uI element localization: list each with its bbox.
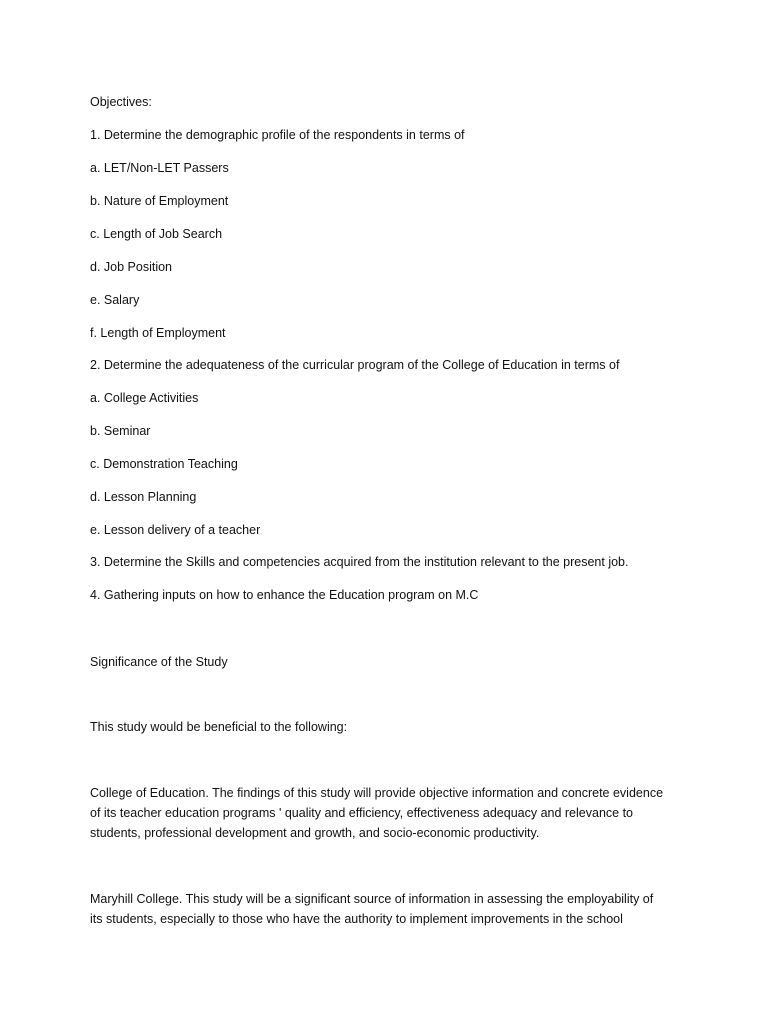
objective-2-item-b: b. Seminar (90, 424, 151, 438)
objective-2-item-e: e. Lesson delivery of a teacher (90, 523, 261, 537)
objective-1-item-f: f. Length of Employment (90, 326, 226, 340)
paragraph-line: College of Education. The findings of this study will provide objective information and concrete evidence (90, 786, 664, 800)
objective-1-item-d: d. Job Position (90, 260, 172, 274)
objective-2: 2. Determine the adequateness of the curricular program of the College of Education in terms of (90, 358, 620, 372)
objectives-heading: Objectives: (90, 95, 152, 109)
paragraph-line: students, professional development and growth, and socio-economic productivity. (90, 826, 540, 840)
paragraph-line: its students, especially to those who have the authority to implement improvements in the school (90, 912, 623, 926)
objective-1-item-b: b. Nature of Employment (90, 194, 229, 208)
objective-2-item-a: a. College Activities (90, 391, 199, 405)
objective-1: 1. Determine the demographic profile of the respondents in terms of (90, 128, 465, 142)
paragraph-college-of-education (90, 783, 690, 843)
significance-heading: Significance of the Study (90, 655, 228, 669)
objective-1-item-e: e. Salary (90, 293, 140, 307)
objective-3: 3. Determine the Skills and competencies acquired from the institution relevant to the present job. (90, 555, 629, 569)
paragraph-maryhill-college (90, 889, 690, 929)
paragraph-line: of its teacher education programs ' quality and efficiency, effectiveness adequacy and relevance to (90, 806, 633, 820)
paragraph-line: Maryhill College. This study will be a significant source of information in assessing the employability of (90, 892, 654, 906)
significance-intro: This study would be beneficial to the following: (90, 720, 348, 734)
objective-2-item-d: d. Lesson Planning (90, 490, 197, 504)
objective-1-item-a: a. LET/Non-LET Passers (90, 161, 229, 175)
objective-2-item-c: c. Demonstration Teaching (90, 457, 238, 471)
objective-1-item-c: c. Length of Job Search (90, 227, 223, 241)
objective-4: 4. Gathering inputs on how to enhance the Education program on M.C (90, 588, 479, 602)
